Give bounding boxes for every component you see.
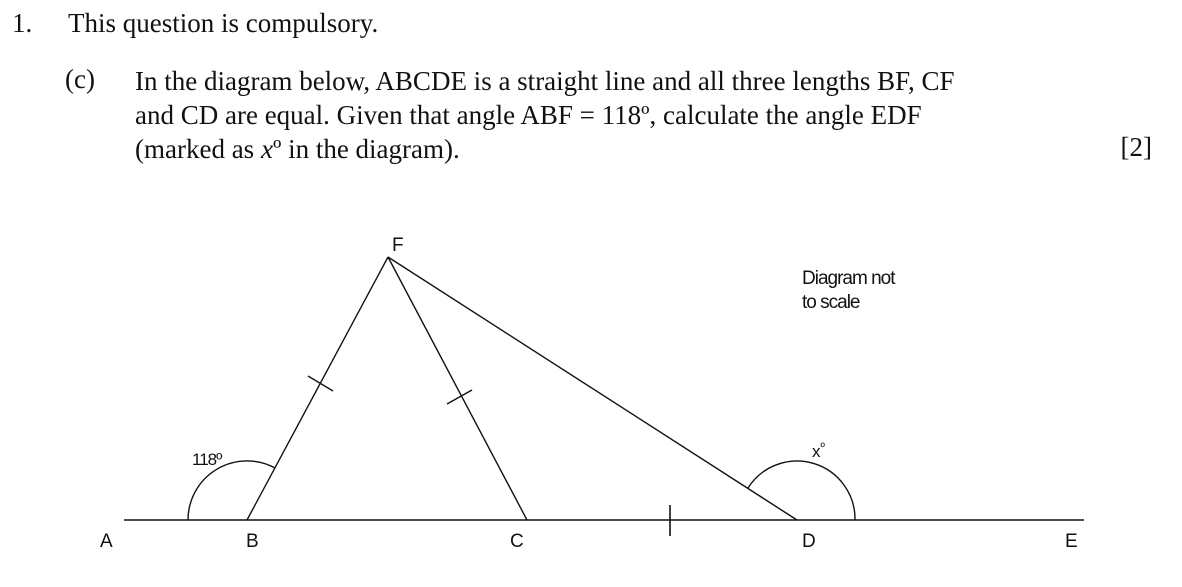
angle-arc-edf [748, 461, 855, 520]
question-number: 1. [12, 8, 33, 38]
point-label-a: A [100, 531, 113, 552]
line3-after: in the diagram). [281, 134, 460, 164]
point-label-d: D [802, 531, 816, 552]
point-label-b: B [246, 531, 259, 552]
diagram-note-line-1: Diagram not [802, 268, 895, 289]
marks-allocation: [2] [1120, 132, 1152, 162]
line3-variable: x [260, 134, 273, 164]
segment-df [388, 257, 797, 520]
question-heading: This question is compulsory. [68, 8, 379, 38]
part-label: (c) [65, 64, 95, 94]
diagram-note-line-2: to scale [802, 292, 860, 313]
point-label-c: C [510, 531, 524, 552]
angle-label-x-var: x [812, 442, 821, 461]
angle-arc-abf [188, 461, 275, 520]
point-label-f: F [392, 235, 404, 256]
angle-label-x-degree: º [820, 440, 825, 454]
segment-cf [388, 257, 527, 520]
line3-degree: º [272, 134, 282, 164]
segment-bf [247, 257, 388, 520]
point-label-e: E [1065, 531, 1078, 552]
line3-before: (marked as [135, 134, 261, 164]
angle-label-x [812, 440, 826, 461]
tick-bf [308, 376, 333, 391]
angle-label-abf: 118º [192, 450, 222, 469]
question-text-line-1: In the diagram below, ABCDE is a straight line and all three lengths BF, CF [135, 66, 955, 96]
question-text-line-2: and CD are equal. Given that angle ABF = 118º, calculate the angle EDF [135, 100, 922, 130]
